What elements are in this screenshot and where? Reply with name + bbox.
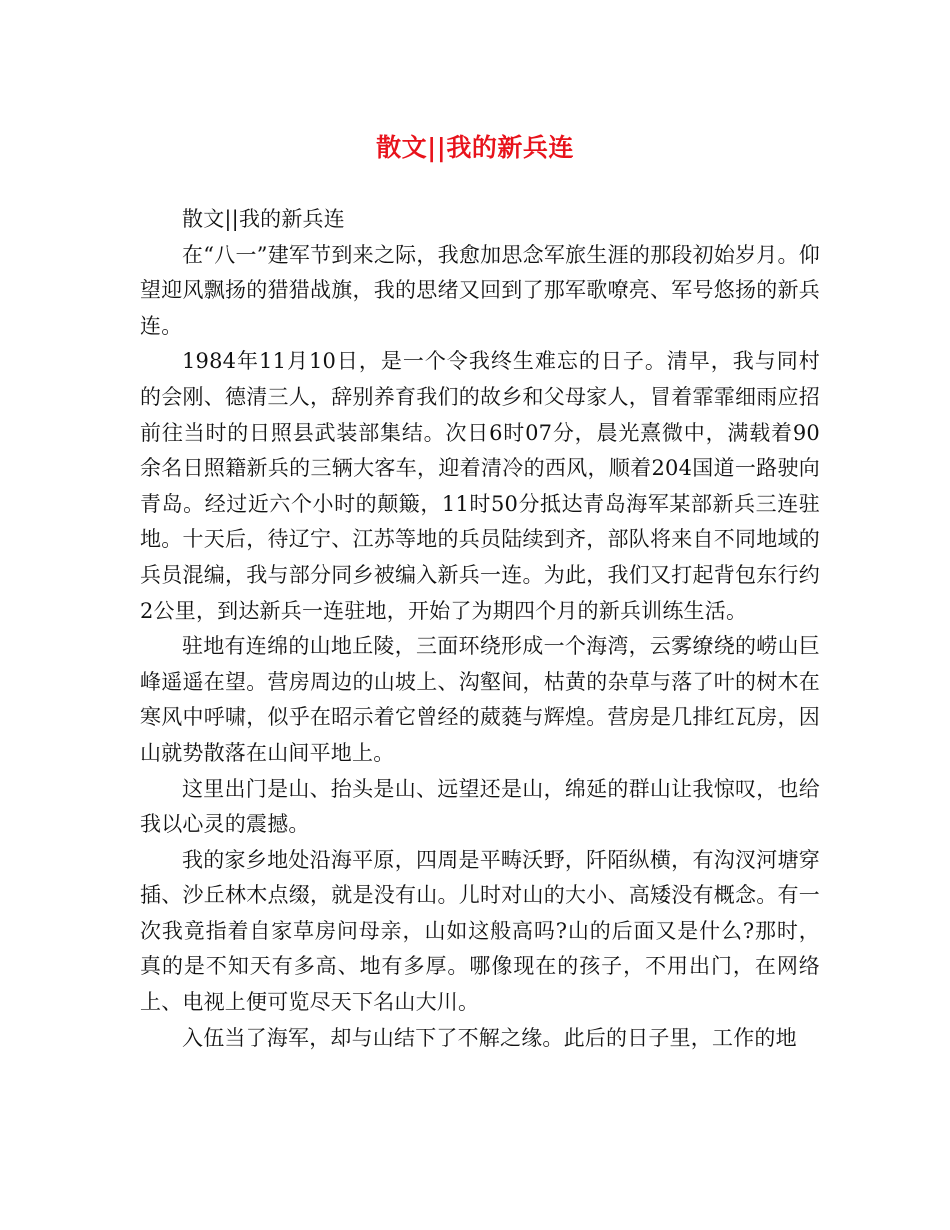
paragraph-subtitle: 散文||我的新兵连: [182, 207, 345, 231]
document-title: 散文||我的新兵连: [376, 133, 574, 162]
paragraph-3: 驻地有连绵的山地丘陵，三面环绕形成一个海湾，云雾缭绕的崂山巨峰遥遥在望。营房周边的山坡上、沟壑间，枯黄的杂草与落了叶的树木在寒风中呼啸，似乎在昭示着它曾经的葳蕤与辉煌。营房是几排红瓦房，因山就势散落在山间平地上。: [140, 634, 820, 765]
paragraph-5: 我的家乡地处沿海平原，四周是平畴沃野，阡陌纵横，有沟汊河塘穿插、沙丘林木点缀，就是没有山。儿时对山的大小、高矮没有概念。有一次我竟指着自家草房问母亲，山如这般高吗?山的后面又是什么?那时，真的是不知天有多高、地有多厚。哪像现在的孩子，不用出门，在网络上、电视上便可览尽天下名山大川。: [140, 847, 820, 1015]
paragraph-1: 在“八一”建军节到来之际，我愈加思念军旅生涯的那段初始岁月。仰望迎风飘扬的猎猎战旗，我的思绪又回到了那军歌嘹亮、军号悠扬的新兵连。: [140, 242, 820, 338]
paragraph-6: 入伍当了海军，却与山结下了不解之缘。此后的日子里，工作的地: [182, 1025, 797, 1050]
paragraph-4: 这里出门是山、抬头是山、远望还是山，绵延的群山让我惊叹，也给我以心灵的震撼。: [140, 776, 820, 837]
paragraph-2: 1984年11月10日，是一个令我终生难忘的日子。清早，我与同村的会刚、德清三人，辞别养育我们的故乡和父母家人，冒着霏霏细雨应招前往当时的日照县武装部集结。次日6时07分，晨光熹微中，满载着90余名日照籍新兵的三辆大客车，迎着清冷的西风，顺着204国道一路驶向青岛。经过近六个小时的颠簸，11时50分抵达青岛海军某部新兵三连驻地。十天后，待辽宁、江苏等地的兵员陆续到齐，部队将来自不同地域的兵员混编，我与部分同乡被编入新兵一连。为此，我们又打起背包东行约2公里，到达新兵一连驻地，开始了为期四个月的新兵训练生活。: [140, 349, 820, 623]
document-body: [140, 202, 820, 1056]
